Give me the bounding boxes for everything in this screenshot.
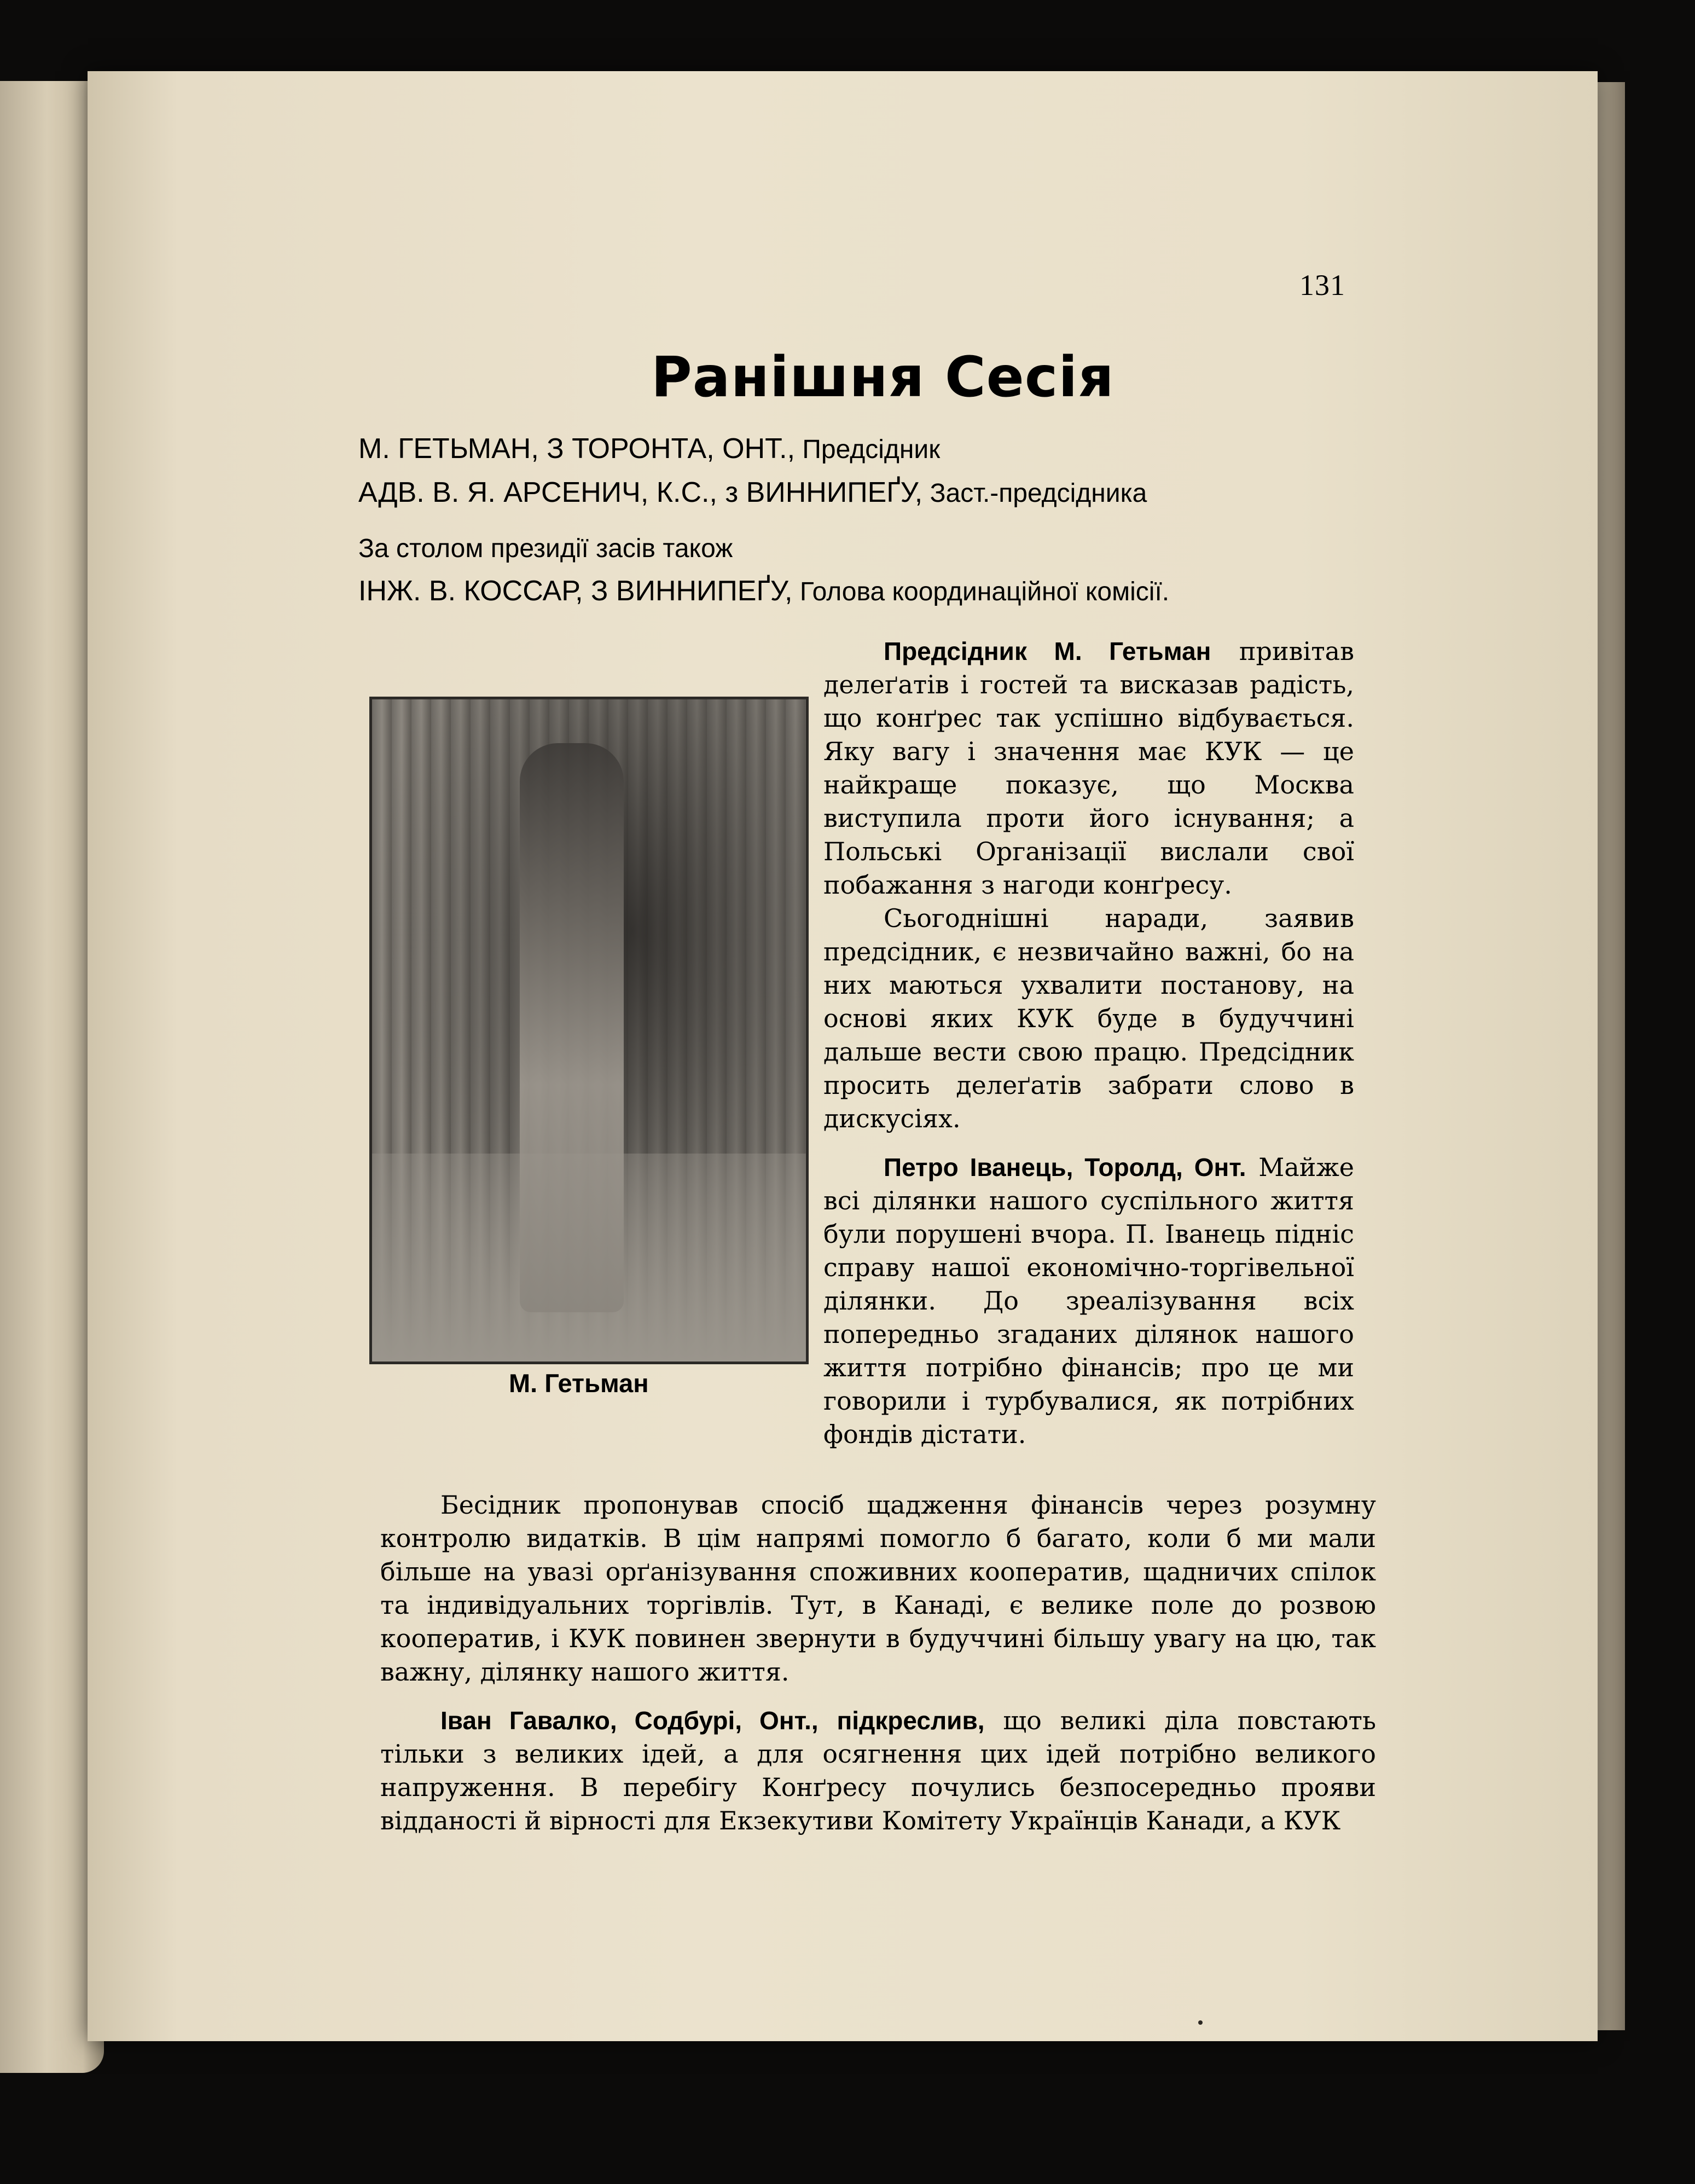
coordinator-line	[358, 575, 1169, 607]
speaker-verb: підкреслив,	[837, 1706, 985, 1735]
vice-name: АДВ. В. Я. АРСЕНИЧ, К.С., з ВИННИПЕҐУ,	[358, 477, 923, 508]
paragraph-text: привітав делеґатів і гостей та висказав радість, що конґрес так успішно відбувається. Яку вагу і значення має КУК — це найкраще показує, що Москва виступила проти його існування; а Польські Організації вислали свої побажання з нагоди конґресу.	[823, 636, 1354, 900]
right-column	[823, 635, 1354, 1451]
coord-name: ІНЖ. В. КОССАР, З ВИННИПЕҐУ,	[358, 575, 793, 607]
paragraph	[823, 635, 1354, 902]
page-number: 131	[1299, 269, 1345, 302]
chair-name: М. ГЕТЬМАН, З ТОРОНТА, ОНТ.,	[358, 433, 796, 465]
chair-role: Предсідник	[802, 435, 941, 464]
speck	[1198, 2020, 1203, 2025]
portrait-photo	[369, 697, 809, 1364]
photo-caption: М. Гетьман	[509, 1369, 649, 1398]
paragraph	[380, 1704, 1376, 1838]
speaker-name: Іван Гавалко, Содбурі, Онт.,	[440, 1706, 819, 1735]
full-width-text	[380, 1488, 1376, 1838]
also-seated-line: За столом президії засів також	[358, 534, 733, 563]
paragraph	[380, 1488, 1376, 1689]
paragraph-text: Майже всі ділянки нашого суспільного життя були порушені вчора. П. Іванець підніс справу нашої економічно-торгівельної ділянки. До зреалізування всіх попередньо згаданих ділянок нашого життя потрібно фінансів; про це ми говорили і турбувалися, як потрібних фондів дістати.	[823, 1152, 1355, 1449]
paragraph	[823, 1151, 1354, 1451]
paragraph-text: що великі діла повстають тільки з великих ідей, а для осягнення цих ідей потрібно великого напруження. В перебігу Конґресу почулись безпосередньо прояви відданості й вірності для Екзекутиви Комітету Українців Канади, а КУК	[380, 1706, 1376, 1835]
photo-figure	[520, 743, 624, 1312]
speaker-name: Предсідник М. Гетьман	[884, 637, 1211, 665]
paragraph	[823, 902, 1354, 1136]
speaker-name: Петро Іванець, Торолд, Онт.	[884, 1153, 1246, 1181]
paragraph-text: Бесідник пропонував спосіб щадження фінансів через розумну контролю видатків. В цім напрямі помогло б багато, коли б ми мали більше на увазі орґанізування споживних кооператив, щадничих спілок та індивідуальних торгівлів. Тут, в Канаді, є велике поле до розвою кооператив, і КУК повинен звернути в будуччині більшу увагу на цю, так важну, ділянку нашого життя.	[380, 1490, 1376, 1687]
paragraph-text: Сьогоднішні наради, заявив предсідник, є незвичайно важні, бо на них маються ухвалити постанову, на основі яких КУК буде в будуччині дальше вести свою працю. Предсідник просить делеґатів забрати слово в дискусіях.	[823, 903, 1354, 1133]
coord-role: Голова координаційної комісії.	[799, 577, 1170, 606]
vice-role: Заст.-предсідника	[930, 479, 1147, 508]
chair-line	[358, 432, 940, 465]
vice-chair-line	[358, 476, 1147, 509]
page-title: Ранішня Сесія	[651, 345, 1114, 410]
